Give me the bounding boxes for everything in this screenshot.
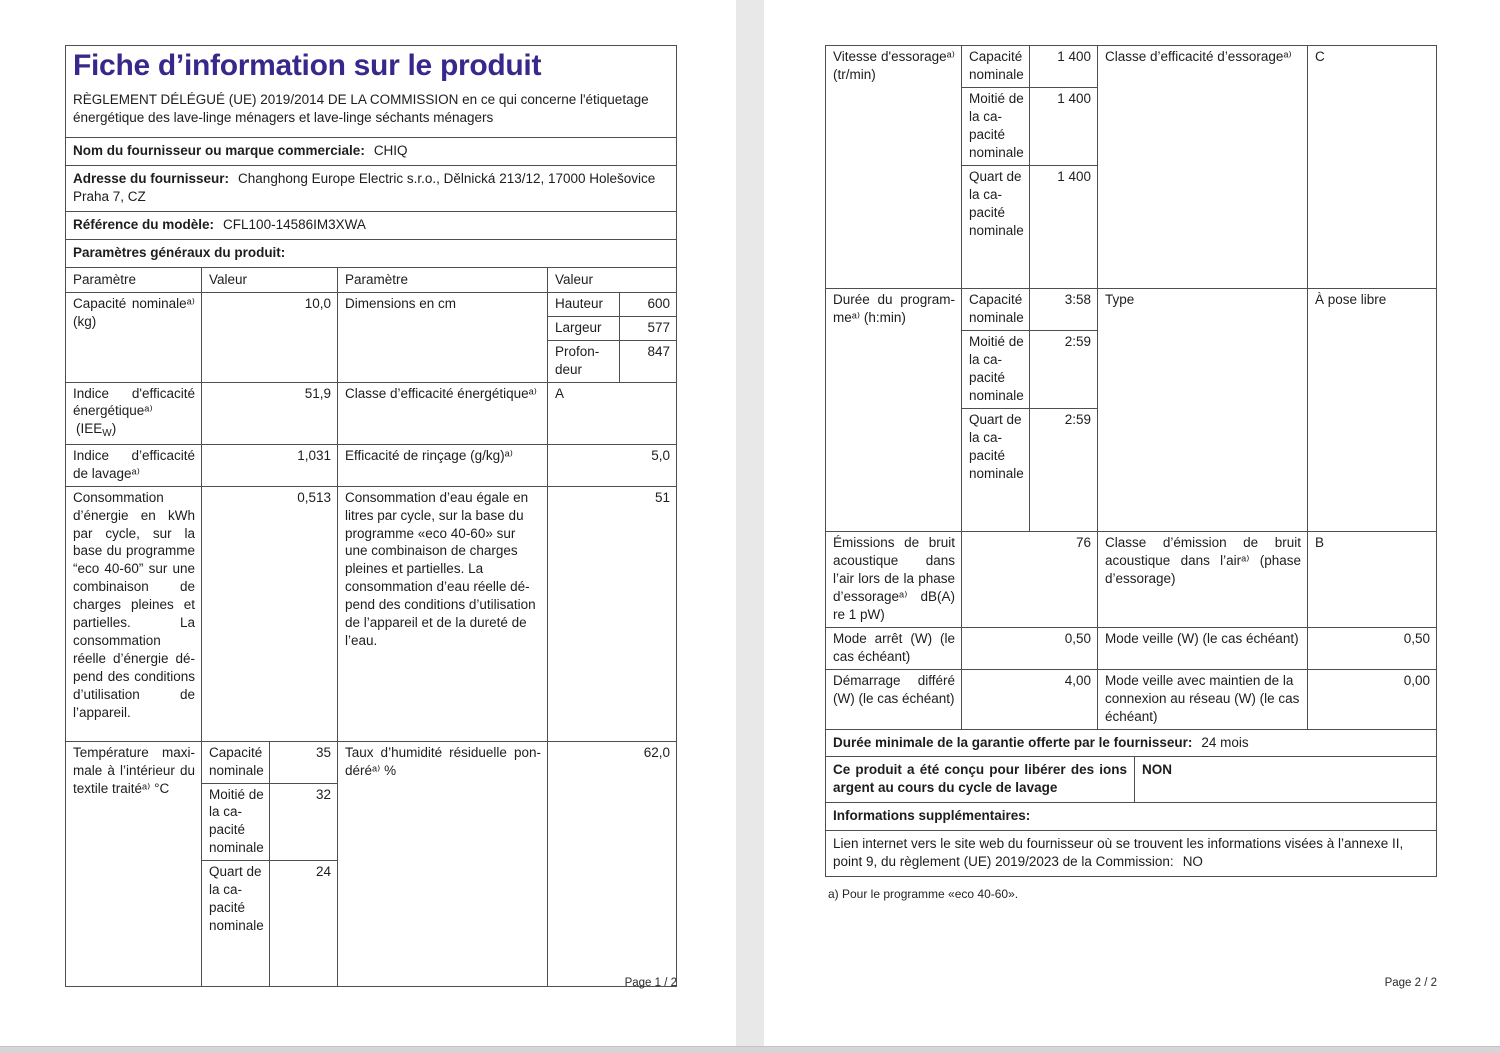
document-title: Fiche d’information sur le produit: [73, 49, 542, 82]
page-number: Page 2 / 2: [1384, 977, 1437, 989]
capacity-subtable: [962, 46, 1097, 288]
page-2-content: [825, 45, 1437, 903]
sub-label: Hauteur: [548, 293, 620, 316]
page-gutter: [736, 0, 764, 1046]
param-value: B: [1307, 532, 1436, 627]
sub-value: 32: [315, 786, 331, 802]
iee-sub: W: [102, 428, 112, 440]
sub-row: [962, 165, 1097, 288]
supplier-name-row: [66, 137, 676, 165]
table-header-row: [66, 267, 676, 292]
param-label: Consommation d’eau égale en litres par cycle, sur la base du programme «eco 40-60» sur une combinaison de charges pleines et partielles. La consommation d’eau réelle dépend des conditions d’utilisation de l’appareil et de la dureté de l’eau.: [337, 487, 547, 741]
iee-pre: (IEE: [76, 421, 103, 437]
sub-value: 1 400: [1057, 49, 1091, 64]
sub-value: 2:59: [1064, 411, 1091, 427]
supplier-name-label: Nom du fournisseur ou marque commerciale:: [73, 142, 365, 158]
header-valeur-1: Valeur: [201, 268, 337, 292]
sub-label: Moitié de la capacité nominale: [962, 88, 1030, 165]
param-value: A: [547, 383, 676, 444]
model-reference-value: CFL100-14586IM3XWA: [223, 216, 366, 232]
sub-label: Profondeur: [548, 341, 620, 382]
param-value: 4,00: [961, 670, 1097, 729]
param-value: 1,031: [201, 445, 337, 486]
row-wash-rinse: [66, 444, 676, 486]
footnote-eco-4060: a) Pour le programme «eco 40-60».: [828, 887, 1019, 902]
param-label: Émissions de bruit acoustique dans l’air lors de la phase d’essorageᵃ⁾ dB(A) re 1 pW): [833, 535, 955, 622]
silver-ions-row: [826, 756, 1436, 802]
param-label: Classe d’efficacité d’essorageᵃ⁾: [1097, 46, 1307, 288]
header-parametre-1: Paramètre: [73, 271, 137, 287]
param-text: Indice d'efficacité énergétiqueᵃ⁾: [73, 385, 195, 419]
sub-label: Capacité nominale: [962, 289, 1030, 330]
sub-value: 600: [647, 295, 670, 311]
sub-label: Moitié de la capacité nominale: [202, 784, 270, 861]
param-label: Durée du programmeᵃ⁾ (h:min): [833, 292, 955, 325]
general-params-row: [66, 239, 676, 267]
row-programme-duration: [826, 288, 1436, 531]
page-1-content: [65, 45, 677, 987]
sub-row: [548, 293, 676, 316]
sub-label: Quart de la capacité nominale: [202, 861, 270, 985]
param-value: 0,50: [961, 628, 1097, 669]
param-value: 10,0: [201, 293, 337, 382]
title-block: [66, 46, 676, 137]
param-label: Mode veille avec maintien de la connexion au réseau (W) (le cas échéant): [1097, 670, 1307, 729]
param-value: C: [1307, 46, 1436, 288]
regulation-text: RÈGLEMENT DÉLÉGUÉ (UE) 2019/2014 DE LA COMMISSION en ce qui concerne l'étiquetage énergétique des lave-linge ménagers et lave-linge séchants ménagers: [73, 91, 649, 125]
sub-value: 24: [315, 864, 331, 880]
page-2: [764, 0, 1500, 1046]
param-value: 0,00: [1307, 670, 1436, 729]
supplier-address-label: Adresse du fournisseur:: [73, 170, 230, 186]
sub-row: [548, 340, 676, 382]
param-label: Taux d’humidité résiduelle pondéréᵃ⁾ %: [337, 742, 547, 986]
param-value: 0,513: [201, 487, 337, 741]
param-label: Efficacité de rinçage (g/kg)ᵃ⁾: [337, 445, 547, 486]
page-1: [0, 0, 736, 1046]
row-noise: [826, 531, 1436, 627]
param-label: Dimensions en cm: [337, 293, 547, 382]
model-reference-row: [66, 211, 676, 239]
capacity-subtable: [962, 289, 1097, 531]
sub-value: 3:58: [1064, 292, 1091, 307]
sub-label: Capacité nominale: [962, 46, 1030, 87]
fiche-table-page2: [825, 45, 1437, 877]
sub-row: [962, 46, 1097, 87]
sub-label: Largeur: [548, 317, 620, 340]
sub-row: [202, 860, 337, 985]
param-label: Type: [1097, 289, 1307, 531]
capacity-cell: [961, 289, 1097, 531]
capacity-subtable: [202, 742, 337, 986]
sub-value: 1 400: [1057, 90, 1091, 106]
sub-row: [962, 289, 1097, 330]
silver-ions-value: NON: [1134, 757, 1436, 802]
header-parametre-2: Paramètre: [337, 268, 547, 292]
supplier-link-row: [826, 830, 1436, 876]
supplier-address-row: [66, 165, 676, 211]
param-label: Mode veille (W) (le cas échéant): [1097, 628, 1307, 669]
supplier-address-value: Changhong Europe Electric s.r.o., Dělnická 213/12, 17000 Holešovice Praha 7, CZ: [73, 170, 656, 204]
silver-ions-label: Ce produit a été conçu pour libérer des ions argent au cours du cycle de lavage: [833, 762, 1127, 796]
dimensions-subtable: [548, 293, 676, 382]
general-params-label: Paramètres généraux du produit:: [73, 244, 286, 260]
fiche-table-page1: [65, 45, 677, 987]
param-value: 51: [547, 487, 676, 741]
param-value: À pose libre: [1307, 289, 1436, 531]
sub-row: [962, 87, 1097, 165]
sub-value: 847: [647, 343, 670, 359]
sub-row: [202, 742, 337, 783]
param-value: 5,0: [547, 445, 676, 486]
sub-row: [548, 316, 676, 340]
row-energy-index-class: [66, 382, 676, 444]
supplementary-info-row: [826, 802, 1436, 830]
horizontal-scrollbar[interactable]: [0, 1046, 1500, 1053]
param-value: 0,50: [1307, 628, 1436, 669]
row-delayed-start-network: [826, 669, 1436, 729]
capacity-cell: [201, 742, 337, 986]
sub-label: Capacité nominale: [202, 742, 270, 783]
param-label: Capacité nominaleᵃ⁾ (kg): [73, 295, 195, 329]
sub-value: 35: [315, 744, 331, 760]
sub-row: [962, 330, 1097, 408]
param-label: Mode arrêt (W) (le cas échéant): [833, 630, 955, 664]
sub-value: 577: [647, 319, 670, 335]
supplier-link-value: NO: [1182, 854, 1203, 870]
param-label: Classe d’efficacité énergétiqueᵃ⁾: [337, 383, 547, 444]
sub-value: 1 400: [1057, 168, 1091, 184]
sub-value: 2:59: [1064, 333, 1091, 349]
param-value: 76: [961, 532, 1097, 627]
row-temperature-humidity: [66, 741, 676, 986]
warranty-value: 24 mois: [1201, 734, 1249, 750]
sub-label: Quart de la capacité nominale: [962, 409, 1030, 531]
param-label: Démarrage différé (W) (le cas échéant): [833, 672, 955, 706]
supplier-link-text: Lien internet vers le site web du fournisseur où se trouvent les informations visées à l’annexe II, point 9, du règlement (UE) 2019/2023 de la Commission:: [833, 836, 1404, 870]
sub-row: [202, 783, 337, 861]
sub-label: Quart de la capacité nominale: [962, 166, 1030, 288]
row-off-standby: [826, 627, 1436, 669]
row-spin-speed: [826, 46, 1436, 288]
iee-subscript-line: [73, 420, 195, 440]
param-label: Consommation d’énergie en kWh par cycle, sur la base du programme “eco 40-60” sur une combinaison de charges pleines et partielles. La consommation réelle d’énergie dépend des conditions d’utilisation de l’appareil.: [73, 489, 195, 721]
dimensions-cell: [547, 293, 676, 382]
capacity-cell: [961, 46, 1097, 288]
param-label: Température maximale à l’intérieur du textile traitéᵃ⁾ °C: [73, 744, 195, 796]
param-value: 62,0: [547, 742, 676, 986]
page-number: Page 1 / 2: [624, 977, 677, 989]
param-value: 51,9: [201, 383, 337, 444]
model-reference-label: Référence du modèle:: [73, 216, 215, 232]
param-label: Vitesse d'essorageᵃ⁾ (tr/min): [833, 49, 955, 82]
param-label: Indice d’efficacité de lavageᵃ⁾: [73, 447, 195, 481]
sub-label: Moitié de la capacité nominale: [962, 331, 1030, 408]
supplementary-info-label: Informations supplémentaires:: [833, 808, 1031, 824]
warranty-row: [826, 729, 1436, 757]
param-label: Classe d’émission de bruit acoustique dans l’airᵃ⁾ (phase d’essorage): [1097, 532, 1307, 627]
param-label: [66, 383, 201, 444]
row-capacity-dimensions: [66, 292, 676, 382]
row-consumption: [66, 486, 676, 741]
warranty-label: Durée minimale de la garantie offerte par le fournisseur:: [833, 734, 1193, 750]
supplier-name-value: CHIQ: [373, 142, 408, 158]
sub-row: [962, 408, 1097, 531]
header-valeur-2: Valeur: [547, 268, 676, 292]
iee-post: ): [111, 421, 117, 437]
